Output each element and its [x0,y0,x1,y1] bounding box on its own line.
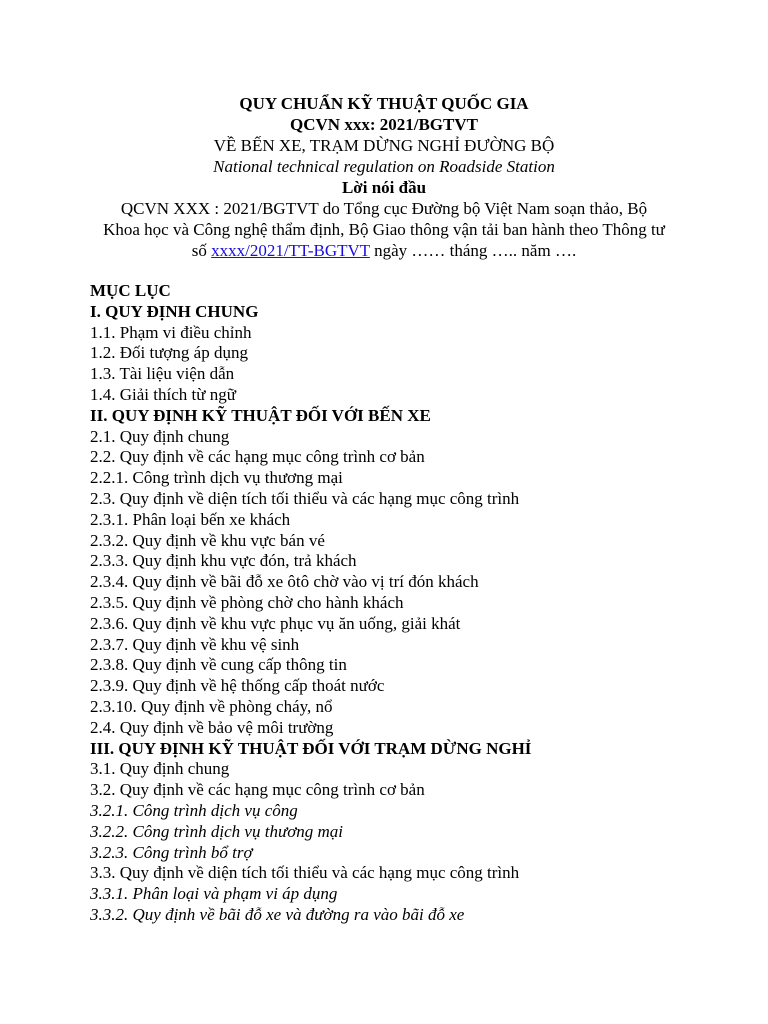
toc-item: 2.3.5. Quy định về phòng chờ cho hành khách [90,592,404,612]
preface-heading: Lời nói đầu [341,178,427,197]
toc-item: 2.2.1. Công trình dịch vụ thương mại [90,468,343,488]
toc-item: 2.3.4. Quy định về bãi đỗ xe ôtô chờ vào vị trí đón khách [90,572,479,592]
document-code: QCVN xxx: 2021/BGTVT [290,115,478,134]
document-header [0,93,768,261]
toc-item: 2.3.1. Phân loại bến xe khách [90,509,291,529]
toc-list [90,302,730,926]
circular-link[interactable] [211,241,370,260]
toc-item: III. QUY ĐỊNH KỸ THUẬT ĐỐI VỚI TRẠM DỪNG NGHỈ [90,738,532,758]
toc-heading: MỤC LỤC [90,281,171,300]
intro-line-1: QCVN XXX : 2021/BGTVT do Tổng cục Đường bộ Việt Nam soạn thảo, Bộ [120,199,648,218]
toc-item: 2.3.7. Quy định về khu vệ sinh [90,634,300,654]
toc-item: 3.3.1. Phân loại và phạm vi áp dụng [90,884,338,904]
toc-item: 3.2.1. Công trình dịch vụ công [90,800,298,820]
toc-item: 2.2. Quy định về các hạng mục công trình cơ bản [90,447,425,467]
circular-link-part-a: xxxx/20 [211,241,267,260]
toc-item: 1.3. Tài liệu viện dẫn [90,364,235,384]
toc-item: 1.1. Phạm vi điều chỉnh [90,322,252,342]
intro-line-3-suffix: ngày …… tháng ….. năm …. [369,241,577,260]
toc-item: 2.4. Quy định về bảo vệ môi trường [90,717,334,737]
toc-item: 3.2.2. Công trình dịch vụ thương mại [90,821,344,841]
toc-item: 3.1. Quy định chung [90,759,230,779]
toc-item: 2.3.6. Quy định về khu vực phục vụ ăn uống, giải khát [90,613,461,633]
circular-link-part-b: 21/TT-BGTVT [266,241,370,260]
toc-item: I. QUY ĐỊNH CHUNG [90,301,259,321]
toc-item: 3.3.2. Quy định về bãi đỗ xe và đường ra vào bãi đỗ xe [90,904,465,924]
toc-item: 1.2. Đối tượng áp dụng [90,343,248,363]
document-subject: VỀ BẾN XE, TRẠM DỪNG NGHỈ ĐƯỜNG BỘ [213,136,555,155]
toc-item: 2.3. Quy định về diện tích tối thiểu và các hạng mục công trình [90,488,520,508]
toc-item: 3.2.3. Công trình bổ trợ [90,842,253,862]
toc-item: 1.4. Giải thích từ ngữ [90,384,236,404]
toc-item: 2.3.3. Quy định khu vực đón, trả khách [90,551,357,571]
intro-line-3 [0,240,768,261]
toc-item: 2.3.10. Quy định về phòng cháy, nổ [90,696,333,716]
toc-item: 2.3.2. Quy định về khu vực bán vé [90,530,325,550]
toc-item: 2.3.8. Quy định về cung cấp thông tin [90,655,347,675]
intro-line-3-prefix: số [191,241,212,260]
toc-item: 3.3. Quy định về diện tích tối thiểu và các hạng mục công trình [90,863,520,883]
toc-item: 3.2. Quy định về các hạng mục công trình cơ bản [90,780,425,800]
toc-item: II. QUY ĐỊNH KỸ THUẬT ĐỐI VỚI BẾN XE [90,405,431,425]
table-of-contents [90,281,730,926]
intro-line-2: Khoa học và Công nghệ thẩm định, Bộ Giao thông vận tải ban hành theo Thông tư [103,220,665,239]
toc-item: 2.1. Quy định chung [90,426,230,446]
english-title: National technical regulation on Roadside Station [213,157,555,176]
document-title: QUY CHUẨN KỸ THUẬT QUỐC GIA [239,94,529,113]
toc-item: 2.3.9. Quy định về hệ thống cấp thoát nước [90,676,385,696]
